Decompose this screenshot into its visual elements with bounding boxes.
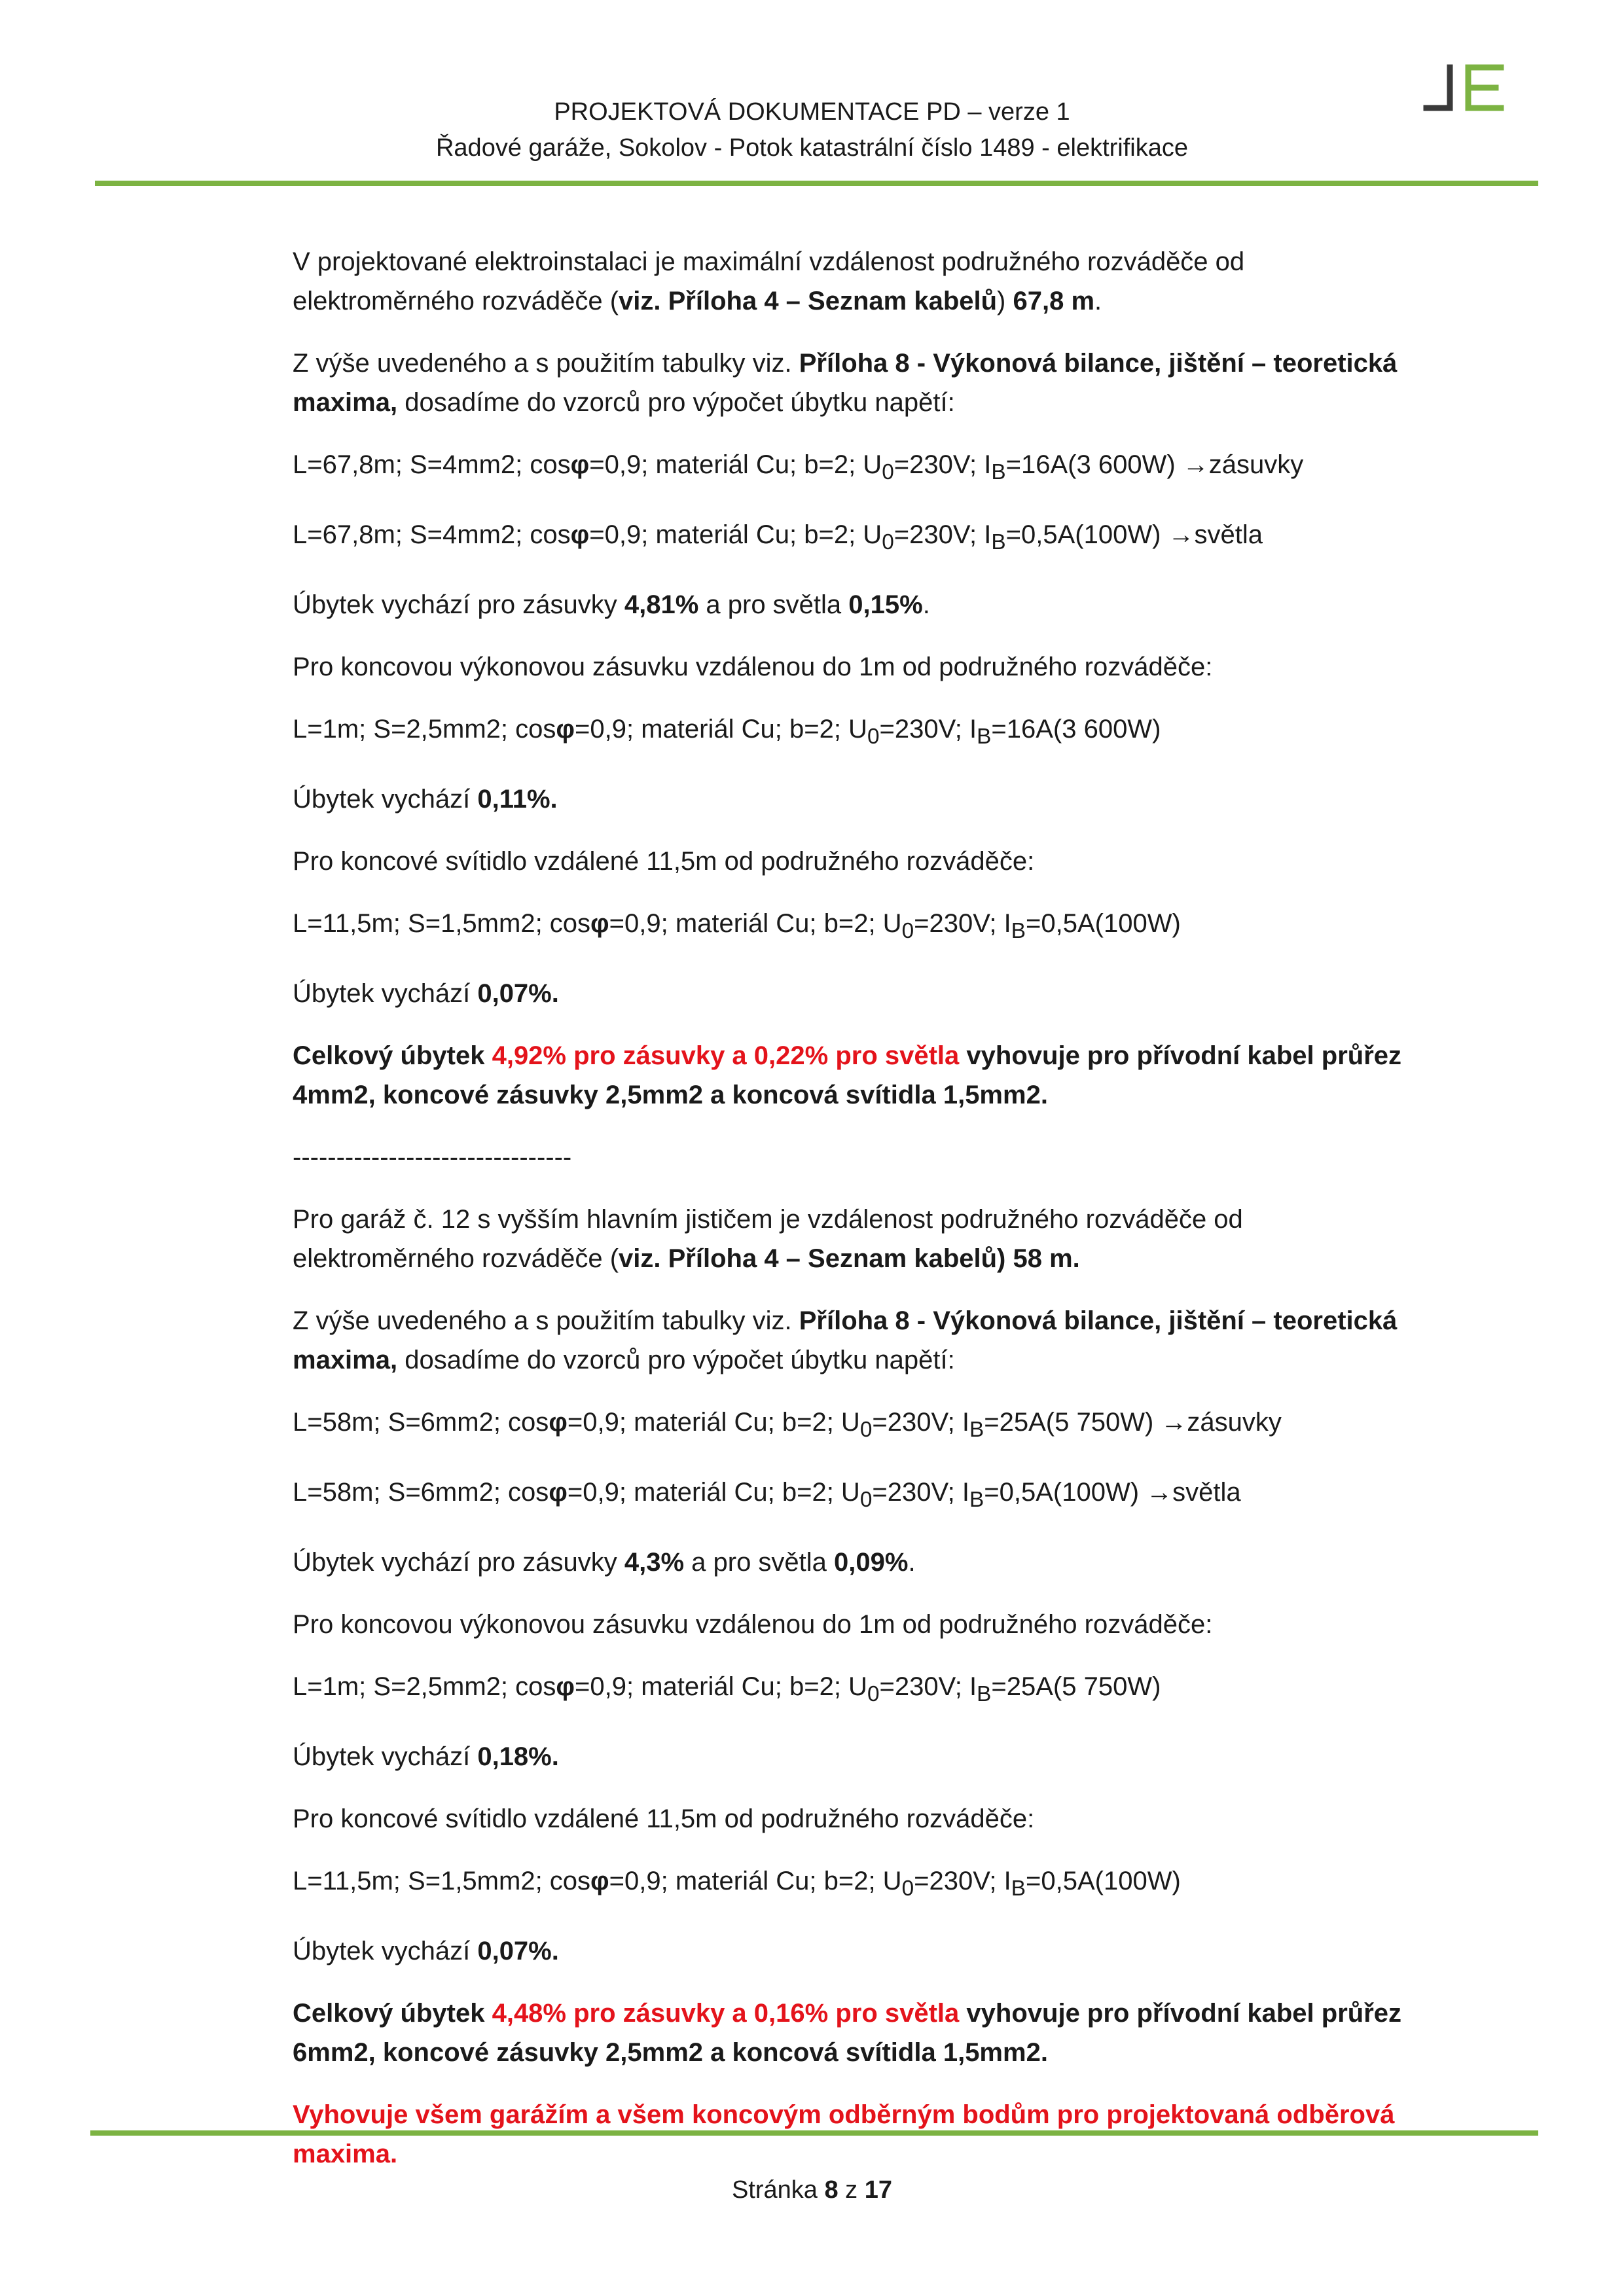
header-subtitle: Řadové garáže, Sokolov - Potok katastrální číslo 1489 - elektrifikace — [435, 134, 1189, 162]
s1-formula-end-light: L=11,5m; S=1,5mm2; cosφ=0,9; materiál Cu; b=2; $U_0=230V$; $I_B=0,5A(100W)$ — [293, 909, 1181, 943]
s1-formula-sockets: L=67,8m; S=4mm2; cosφ=0,9; materiál Cu; b=2; $U_0=230V$; $I_B=16A(3$ 600W) →zásuvky — [293, 450, 1304, 484]
s1-formula-end-socket: L=1m; S=2,5mm2; cosφ=0,9; materiál Cu; b=2; $U_0=230V$; $I_B=16A(3$ 600W) — [293, 715, 1161, 749]
s2-formula-end-light: L=11,5m; S=1,5mm2; cosφ=0,9; materiál Cu; b=2; $U_0=230V$; $I_B=0,5A(100W)$ — [293, 1867, 1181, 1901]
s2-table-ref-line1: Z výše uvedeného a s použitím tabulky viz. Příloha 8 - Výkonová bilance, jištění – teoretická — [293, 1306, 1398, 1335]
s2-end-light-heading: Pro koncové svítidlo vzdálené 11,5m od podružného rozváděče: — [293, 1804, 1035, 1833]
s2-result: Úbytek vychází pro zásuvky 4,3% a pro světla 0,09%. — [293, 1548, 916, 1577]
s1-table-ref-line2: maxima, dosadíme do vzorců pro výpočet úbytku napětí: — [293, 388, 955, 417]
company-logo — [1417, 62, 1509, 121]
arrow-icon: → — [1146, 1478, 1173, 1507]
s1-intro-line2: elektroměrného rozváděče (viz. Příloha 4 – Seznam kabelů) 67,8 m. — [293, 287, 1102, 315]
arrow-icon: → — [1161, 1408, 1187, 1437]
s1-result: Úbytek vychází pro zásuvky 4,81% a pro světla 0,15%. — [293, 590, 930, 619]
s1-intro-line1: V projektované elektroinstalaci je maximální vzdálenost podružného rozváděče od — [293, 247, 1245, 276]
s2-intro-line1: Pro garáž č. 12 s vyšším hlavním jističem je vzdálenost podružného rozváděče od — [293, 1205, 1243, 1234]
footer-divider — [90, 2130, 1538, 2136]
s2-end-light-result: Úbytek vychází 0,07%. — [293, 1937, 559, 1965]
page-number: Stránka 8 z 17 — [731, 2176, 893, 2204]
s1-total-line1: Celkový úbytek 4,92% pro zásuvky a 0,22% pro světla vyhovuje pro přívodní kabel průřez — [293, 1041, 1401, 1070]
header-title: PROJEKTOVÁ DOKUMENTACE PD – verze 1 — [554, 98, 1070, 126]
conclusion-line1: Vyhovuje všem garážím a všem koncovým odběrným bodům pro projektovaná odběrová — [293, 2100, 1395, 2129]
s2-formula-lights: L=58m; S=6mm2; cosφ=0,9; materiál Cu; b=2; $U_0=230V$; $I_B=0,5A(100W)$ →světla — [293, 1478, 1241, 1512]
s2-end-socket-result: Úbytek vychází 0,18%. — [293, 1742, 559, 1771]
header-divider — [95, 181, 1538, 186]
s1-formula-lights: L=67,8m; S=4mm2; cosφ=0,9; materiál Cu; b=2; $U_0=230V$; $I_B=0,5A(100W)$ →světla — [293, 520, 1263, 554]
arrow-icon: → — [1168, 520, 1195, 549]
section-separator: -------------------------------- — [293, 1143, 572, 1172]
conclusion-line2: maxima. — [293, 2140, 398, 2168]
s1-end-socket-result: Úbytek vychází 0,11%. — [293, 785, 558, 814]
s2-table-ref-line2: maxima, dosadíme do vzorců pro výpočet úbytku napětí: — [293, 1346, 955, 1374]
s1-total-line2: 4mm2, koncové zásuvky 2,5mm2 a koncová svítidla 1,5mm2. — [293, 1081, 1048, 1109]
document-body — [293, 242, 1471, 2174]
s2-total-line2: 6mm2, koncové zásuvky 2,5mm2 a koncová svítidla 1,5mm2. — [293, 2038, 1048, 2067]
s2-formula-end-socket: L=1m; S=2,5mm2; cosφ=0,9; materiál Cu; b=2; $U_0=230V$; $I_B=25A(5$ 750W) — [293, 1672, 1161, 1706]
arrow-icon: → — [1182, 450, 1209, 479]
s2-end-socket-heading: Pro koncovou výkonovou zásuvku vzdálenou do 1m od podružného rozváděče: — [293, 1610, 1213, 1639]
s1-end-light-result: Úbytek vychází 0,07%. — [293, 979, 559, 1008]
s1-end-socket-heading: Pro koncovou výkonovou zásuvku vzdálenou do 1m od podružného rozváděče: — [293, 653, 1213, 681]
s2-formula-sockets: L=58m; S=6mm2; cosφ=0,9; materiál Cu; b=2; $U_0=230V$; $I_B=25A(5$ 750W) →zásuvky — [293, 1408, 1282, 1442]
s2-total-line1: Celkový úbytek 4,48% pro zásuvky a 0,16% pro světla vyhovuje pro přívodní kabel průřez — [293, 1999, 1401, 2028]
s2-intro-line2: elektroměrného rozváděče (viz. Příloha 4 – Seznam kabelů) 58 m. — [293, 1244, 1080, 1273]
s1-end-light-heading: Pro koncové svítidlo vzdálené 11,5m od podružného rozváděče: — [293, 847, 1035, 876]
s1-table-ref-line1: Z výše uvedeného a s použitím tabulky viz. Příloha 8 - Výkonová bilance, jištění – teoretická — [293, 349, 1398, 378]
